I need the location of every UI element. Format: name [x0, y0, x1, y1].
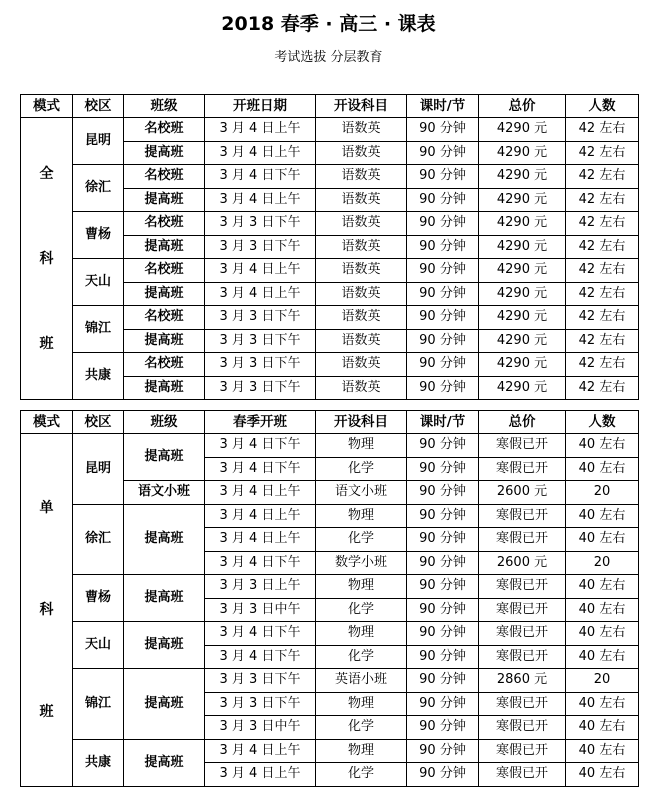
- class-cell: 提高班: [124, 141, 205, 165]
- date-cell: 3 月 4 日上午: [205, 504, 316, 528]
- subject-cell: 物理: [316, 692, 407, 716]
- table-row: [21, 259, 639, 283]
- people-cell: 42 左右: [566, 212, 639, 236]
- price-cell: 4290 元: [479, 141, 566, 165]
- class-cell: 名校班: [124, 306, 205, 330]
- people-cell: 40 左右: [566, 504, 639, 528]
- date-cell: 3 月 3 日下午: [205, 376, 316, 400]
- hours-cell: 90 分钟: [407, 551, 479, 575]
- hours-cell: 90 分钟: [407, 306, 479, 330]
- price-cell: 寒假已开: [479, 645, 566, 669]
- price-cell: 4290 元: [479, 212, 566, 236]
- price-cell: 4290 元: [479, 165, 566, 189]
- price-cell: 4290 元: [479, 235, 566, 259]
- people-cell: 42 左右: [566, 353, 639, 377]
- hours-cell: 90 分钟: [407, 353, 479, 377]
- mode-char: 班: [39, 703, 54, 720]
- table-row: [21, 353, 639, 377]
- price-cell: 寒假已开: [479, 692, 566, 716]
- hours-cell: 90 分钟: [407, 118, 479, 142]
- table-row: [21, 306, 639, 330]
- subject-cell: 物理: [316, 504, 407, 528]
- hours-cell: 90 分钟: [407, 329, 479, 353]
- people-cell: 42 左右: [566, 141, 639, 165]
- class-cell: 名校班: [124, 353, 205, 377]
- subject-cell: 物理: [316, 622, 407, 646]
- column-header: 人数: [566, 95, 639, 118]
- subject-cell: 英语小班: [316, 669, 407, 693]
- hours-cell: 90 分钟: [407, 739, 479, 763]
- column-header: 模式: [21, 95, 73, 118]
- people-cell: 40 左右: [566, 692, 639, 716]
- table-header-row: [21, 95, 639, 118]
- price-cell: 2860 元: [479, 669, 566, 693]
- subject-cell: 物理: [316, 575, 407, 599]
- campus-cell: 锦江: [73, 669, 124, 740]
- subject-cell: 语数英: [316, 118, 407, 142]
- date-cell: 3 月 4 日下午: [205, 165, 316, 189]
- column-header: 开班日期: [205, 95, 316, 118]
- price-cell: 寒假已开: [479, 575, 566, 599]
- price-cell: 寒假已开: [479, 763, 566, 787]
- price-cell: 寒假已开: [479, 598, 566, 622]
- people-cell: 42 左右: [566, 118, 639, 142]
- date-cell: 3 月 4 日上午: [205, 763, 316, 787]
- mode-char: 全: [39, 165, 54, 182]
- price-cell: 4290 元: [479, 282, 566, 306]
- hours-cell: 90 分钟: [407, 528, 479, 552]
- column-header: 班级: [124, 95, 205, 118]
- people-cell: 40 左右: [566, 457, 639, 481]
- date-cell: 3 月 3 日下午: [205, 329, 316, 353]
- column-header: 总价: [479, 411, 566, 434]
- subject-cell: 物理: [316, 739, 407, 763]
- hours-cell: 90 分钟: [407, 716, 479, 740]
- column-header: 班级: [124, 411, 205, 434]
- campus-cell: 曹杨: [73, 575, 124, 622]
- date-cell: 3 月 4 日上午: [205, 188, 316, 212]
- people-cell: 40 左右: [566, 716, 639, 740]
- subject-cell: 化学: [316, 457, 407, 481]
- subject-cell: 语数英: [316, 188, 407, 212]
- class-cell: 名校班: [124, 165, 205, 189]
- class-cell: 提高班: [124, 575, 205, 622]
- people-cell: 42 左右: [566, 188, 639, 212]
- hours-cell: 90 分钟: [407, 457, 479, 481]
- subject-cell: 语数英: [316, 329, 407, 353]
- column-header: 开设科目: [316, 411, 407, 434]
- hours-cell: 90 分钟: [407, 504, 479, 528]
- price-cell: 4290 元: [479, 259, 566, 283]
- table-row: [21, 669, 639, 693]
- price-cell: 寒假已开: [479, 434, 566, 458]
- price-cell: 寒假已开: [479, 716, 566, 740]
- people-cell: 40 左右: [566, 528, 639, 552]
- subject-cell: 语数英: [316, 306, 407, 330]
- date-cell: 3 月 4 日下午: [205, 457, 316, 481]
- campus-cell: 昆明: [73, 434, 124, 505]
- date-cell: 3 月 4 日下午: [205, 434, 316, 458]
- class-cell: 提高班: [124, 434, 205, 481]
- class-cell: 语文小班: [124, 481, 205, 505]
- date-cell: 3 月 3 日上午: [205, 575, 316, 599]
- table-row: [21, 118, 639, 142]
- people-cell: 42 左右: [566, 259, 639, 283]
- price-cell: 4290 元: [479, 306, 566, 330]
- hours-cell: 90 分钟: [407, 235, 479, 259]
- column-header: 校区: [73, 95, 124, 118]
- campus-cell: 共康: [73, 353, 124, 400]
- column-header: 课时/节: [407, 95, 479, 118]
- people-cell: 20: [566, 551, 639, 575]
- class-cell: 提高班: [124, 235, 205, 259]
- hours-cell: 90 分钟: [407, 598, 479, 622]
- column-header: 人数: [566, 411, 639, 434]
- date-cell: 3 月 4 日下午: [205, 645, 316, 669]
- page-title: 2018 春季 · 高三 · 课表: [221, 13, 436, 35]
- mode-char: 班: [39, 335, 54, 352]
- table-row: [21, 504, 639, 528]
- date-cell: 3 月 3 日下午: [205, 212, 316, 236]
- people-cell: 40 左右: [566, 622, 639, 646]
- people-cell: 40 左右: [566, 645, 639, 669]
- subject-cell: 语数英: [316, 235, 407, 259]
- campus-cell: 昆明: [73, 118, 124, 165]
- price-cell: 寒假已开: [479, 504, 566, 528]
- subject-cell: 语数英: [316, 282, 407, 306]
- price-cell: 寒假已开: [479, 739, 566, 763]
- class-cell: 提高班: [124, 188, 205, 212]
- class-cell: 名校班: [124, 118, 205, 142]
- date-cell: 3 月 4 日下午: [205, 551, 316, 575]
- column-header: 开设科目: [316, 95, 407, 118]
- class-cell: 提高班: [124, 669, 205, 740]
- people-cell: 42 左右: [566, 306, 639, 330]
- price-cell: 4290 元: [479, 118, 566, 142]
- mode-cell: [21, 434, 73, 787]
- date-cell: 3 月 4 日上午: [205, 739, 316, 763]
- date-cell: 3 月 3 日下午: [205, 235, 316, 259]
- table-row: [21, 575, 639, 599]
- people-cell: 42 左右: [566, 165, 639, 189]
- date-cell: 3 月 4 日上午: [205, 141, 316, 165]
- people-cell: 20: [566, 481, 639, 505]
- page-subtitle: 考试选拔 分层教育: [274, 50, 383, 65]
- campus-cell: 徐汇: [73, 504, 124, 575]
- mode-char: 单: [39, 499, 54, 516]
- hours-cell: 90 分钟: [407, 188, 479, 212]
- table-row: [21, 739, 639, 763]
- hours-cell: 90 分钟: [407, 645, 479, 669]
- subject-cell: 语数英: [316, 165, 407, 189]
- hours-cell: 90 分钟: [407, 434, 479, 458]
- hours-cell: 90 分钟: [407, 622, 479, 646]
- people-cell: 40 左右: [566, 598, 639, 622]
- column-header: 春季开班: [205, 411, 316, 434]
- table-row: [21, 434, 639, 458]
- table-row: [21, 622, 639, 646]
- class-cell: 提高班: [124, 739, 205, 786]
- people-cell: 20: [566, 669, 639, 693]
- hours-cell: 90 分钟: [407, 259, 479, 283]
- people-cell: 42 左右: [566, 376, 639, 400]
- class-cell: 名校班: [124, 212, 205, 236]
- subject-cell: 语文小班: [316, 481, 407, 505]
- people-cell: 42 左右: [566, 235, 639, 259]
- table-row: [21, 165, 639, 189]
- people-cell: 42 左右: [566, 282, 639, 306]
- hours-cell: 90 分钟: [407, 763, 479, 787]
- hours-cell: 90 分钟: [407, 669, 479, 693]
- price-cell: 寒假已开: [479, 528, 566, 552]
- date-cell: 3 月 4 日上午: [205, 282, 316, 306]
- people-cell: 40 左右: [566, 739, 639, 763]
- campus-cell: 锦江: [73, 306, 124, 353]
- subject-cell: 化学: [316, 716, 407, 740]
- subject-cell: 化学: [316, 763, 407, 787]
- price-cell: 4290 元: [479, 329, 566, 353]
- hours-cell: 90 分钟: [407, 165, 479, 189]
- hours-cell: 90 分钟: [407, 282, 479, 306]
- date-cell: 3 月 4 日上午: [205, 259, 316, 283]
- date-cell: 3 月 4 日上午: [205, 528, 316, 552]
- price-cell: 4290 元: [479, 376, 566, 400]
- mode-char: 科: [39, 601, 54, 618]
- date-cell: 3 月 3 日中午: [205, 598, 316, 622]
- price-cell: 寒假已开: [479, 457, 566, 481]
- price-cell: 寒假已开: [479, 622, 566, 646]
- people-cell: 42 左右: [566, 329, 639, 353]
- date-cell: 3 月 3 日下午: [205, 306, 316, 330]
- date-cell: 3 月 3 日中午: [205, 716, 316, 740]
- subject-cell: 物理: [316, 434, 407, 458]
- class-cell: 提高班: [124, 282, 205, 306]
- date-cell: 3 月 3 日下午: [205, 669, 316, 693]
- column-header: 模式: [21, 411, 73, 434]
- date-cell: 3 月 3 日下午: [205, 692, 316, 716]
- date-cell: 3 月 4 日上午: [205, 481, 316, 505]
- full-subject-schedule-table: [20, 94, 639, 400]
- hours-cell: 90 分钟: [407, 141, 479, 165]
- date-cell: 3 月 4 日上午: [205, 118, 316, 142]
- date-cell: 3 月 4 日下午: [205, 622, 316, 646]
- subject-cell: 语数英: [316, 259, 407, 283]
- single-subject-schedule-table: [20, 410, 639, 787]
- mode-char: 科: [39, 250, 54, 267]
- people-cell: 40 左右: [566, 763, 639, 787]
- price-cell: 4290 元: [479, 353, 566, 377]
- campus-cell: 共康: [73, 739, 124, 786]
- table-row: [21, 212, 639, 236]
- people-cell: 40 左右: [566, 434, 639, 458]
- hours-cell: 90 分钟: [407, 481, 479, 505]
- price-cell: 2600 元: [479, 481, 566, 505]
- column-header: 课时/节: [407, 411, 479, 434]
- subject-cell: 化学: [316, 528, 407, 552]
- subject-cell: 语数英: [316, 376, 407, 400]
- class-cell: 提高班: [124, 622, 205, 669]
- hours-cell: 90 分钟: [407, 575, 479, 599]
- subject-cell: 语数英: [316, 212, 407, 236]
- column-header: 校区: [73, 411, 124, 434]
- hours-cell: 90 分钟: [407, 212, 479, 236]
- price-cell: 4290 元: [479, 188, 566, 212]
- campus-cell: 徐汇: [73, 165, 124, 212]
- date-cell: 3 月 3 日下午: [205, 353, 316, 377]
- hours-cell: 90 分钟: [407, 376, 479, 400]
- campus-cell: 天山: [73, 259, 124, 306]
- subject-cell: 数学小班: [316, 551, 407, 575]
- class-cell: 提高班: [124, 376, 205, 400]
- class-cell: 提高班: [124, 504, 205, 575]
- subject-cell: 化学: [316, 598, 407, 622]
- subject-cell: 语数英: [316, 141, 407, 165]
- column-header: 总价: [479, 95, 566, 118]
- class-cell: 提高班: [124, 329, 205, 353]
- hours-cell: 90 分钟: [407, 692, 479, 716]
- campus-cell: 天山: [73, 622, 124, 669]
- mode-cell: [21, 118, 73, 400]
- subject-cell: 化学: [316, 645, 407, 669]
- people-cell: 40 左右: [566, 575, 639, 599]
- class-cell: 名校班: [124, 259, 205, 283]
- price-cell: 2600 元: [479, 551, 566, 575]
- subject-cell: 语数英: [316, 353, 407, 377]
- campus-cell: 曹杨: [73, 212, 124, 259]
- table-header-row: [21, 411, 639, 434]
